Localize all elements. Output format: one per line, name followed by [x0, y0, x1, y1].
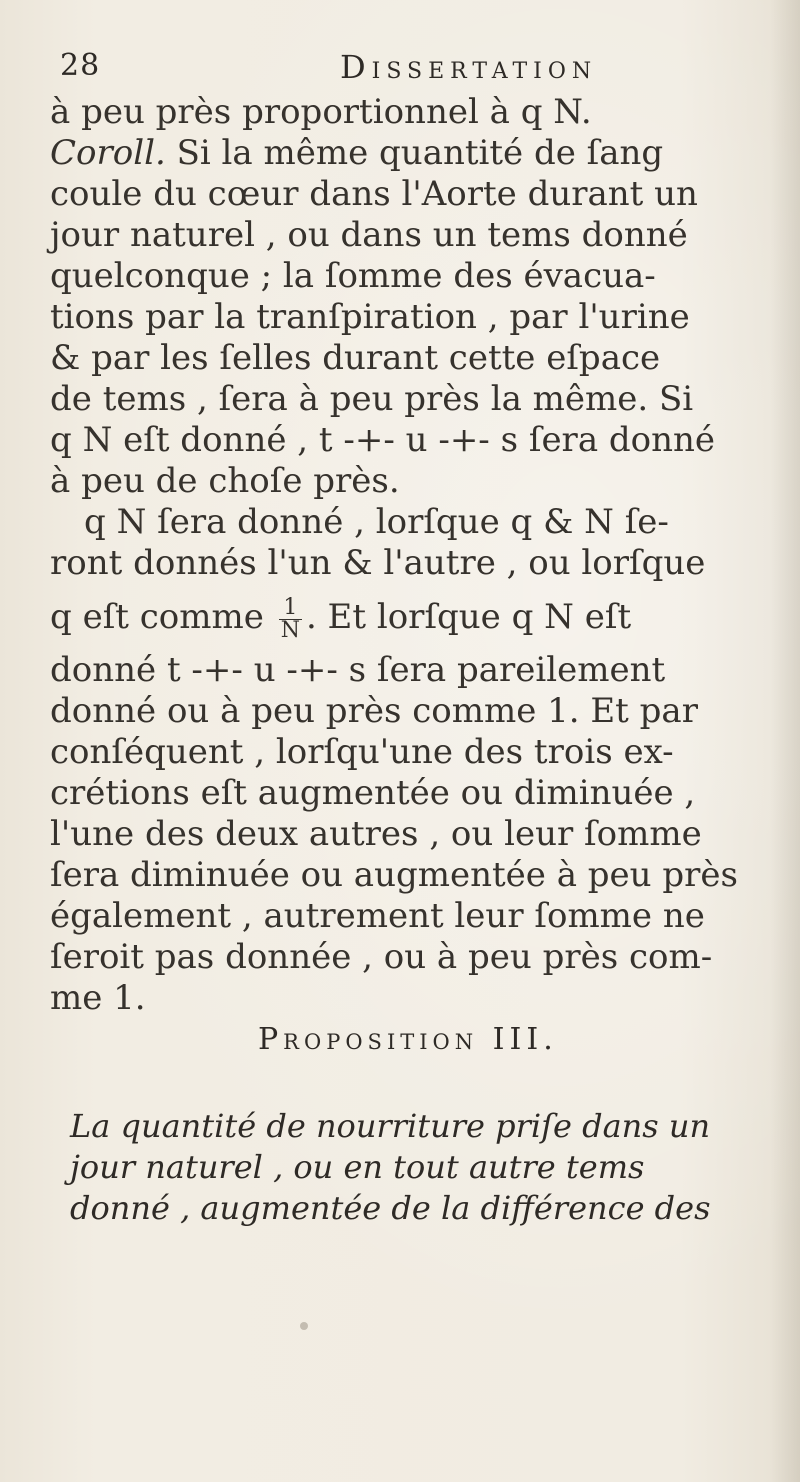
- fraction-one-over-n: [279, 594, 302, 643]
- fraction-numerator: 1: [279, 597, 302, 620]
- text-line: tions par la tranſpiration , par l'urine: [50, 297, 690, 337]
- text-line: ſeroit pas donnée , ou à peu près com-: [50, 937, 713, 977]
- ink-blot: [300, 1322, 308, 1330]
- body-text: [50, 92, 770, 1019]
- fraction-before: q eſt comme: [50, 597, 264, 637]
- proposition-statement: [70, 1106, 770, 1229]
- text-line: également , autrement leur ſomme ne: [50, 896, 705, 936]
- coroll-label: Coroll.: [50, 133, 166, 173]
- text-line: coule du cœur dans l'Aorte durant un: [50, 174, 698, 214]
- text-line: donné t -+- u -+- s ſera pareilement: [50, 650, 666, 690]
- fraction-after: . Et lorſque q N eſt: [305, 597, 632, 637]
- text-line: ront donnés l'un & l'autre , ou lorſque: [50, 543, 706, 583]
- text-line: l'une des deux autres , ou leur ſomme: [50, 814, 702, 854]
- page-number: 28: [60, 48, 101, 83]
- text-line: crétions eſt augmentée ou diminuée ,: [50, 773, 696, 813]
- coroll-text: Si la même quantité de ſang: [165, 133, 664, 173]
- text-line: jour naturel , ou dans un tems donné: [50, 215, 688, 255]
- text-line: donné ou à peu près comme 1. Et par: [50, 691, 698, 731]
- statement-line: jour naturel , ou en tout autre tems: [70, 1148, 645, 1186]
- text-line: q N eſt donné , t -+- u -+- s ſera donné: [50, 420, 716, 460]
- fraction-line: [50, 584, 770, 650]
- fraction-denominator: N: [280, 617, 300, 643]
- statement-line: La quantité de nourriture priſe dans un: [70, 1107, 711, 1145]
- text-line: me 1.: [50, 978, 146, 1018]
- text-line: à peu près proportionnel à q N.: [50, 92, 592, 132]
- text-line: & par les ſelles durant cette eſpace: [50, 338, 661, 378]
- proposition-heading: Proposition III.: [258, 1022, 558, 1057]
- text-line: à peu de choſe près.: [50, 461, 400, 501]
- text-line: conſéquent , lorſqu'une des trois ex-: [50, 732, 674, 772]
- text-line: quelconque ; la ſomme des évacua-: [50, 256, 656, 296]
- statement-line: donné , augmentée de la différence des: [70, 1189, 711, 1227]
- page-edge-shadow: [770, 0, 800, 1482]
- running-head: [60, 48, 760, 88]
- text-line: [50, 133, 770, 174]
- text-line: ſera diminuée ou augmentée à peu près: [50, 855, 738, 895]
- text-line: q N ſera donné , lorſque q & N ſe-: [84, 502, 669, 542]
- running-title: Dissertation: [340, 48, 598, 86]
- text-line: de tems , ſera à peu près la même. Si: [50, 379, 694, 419]
